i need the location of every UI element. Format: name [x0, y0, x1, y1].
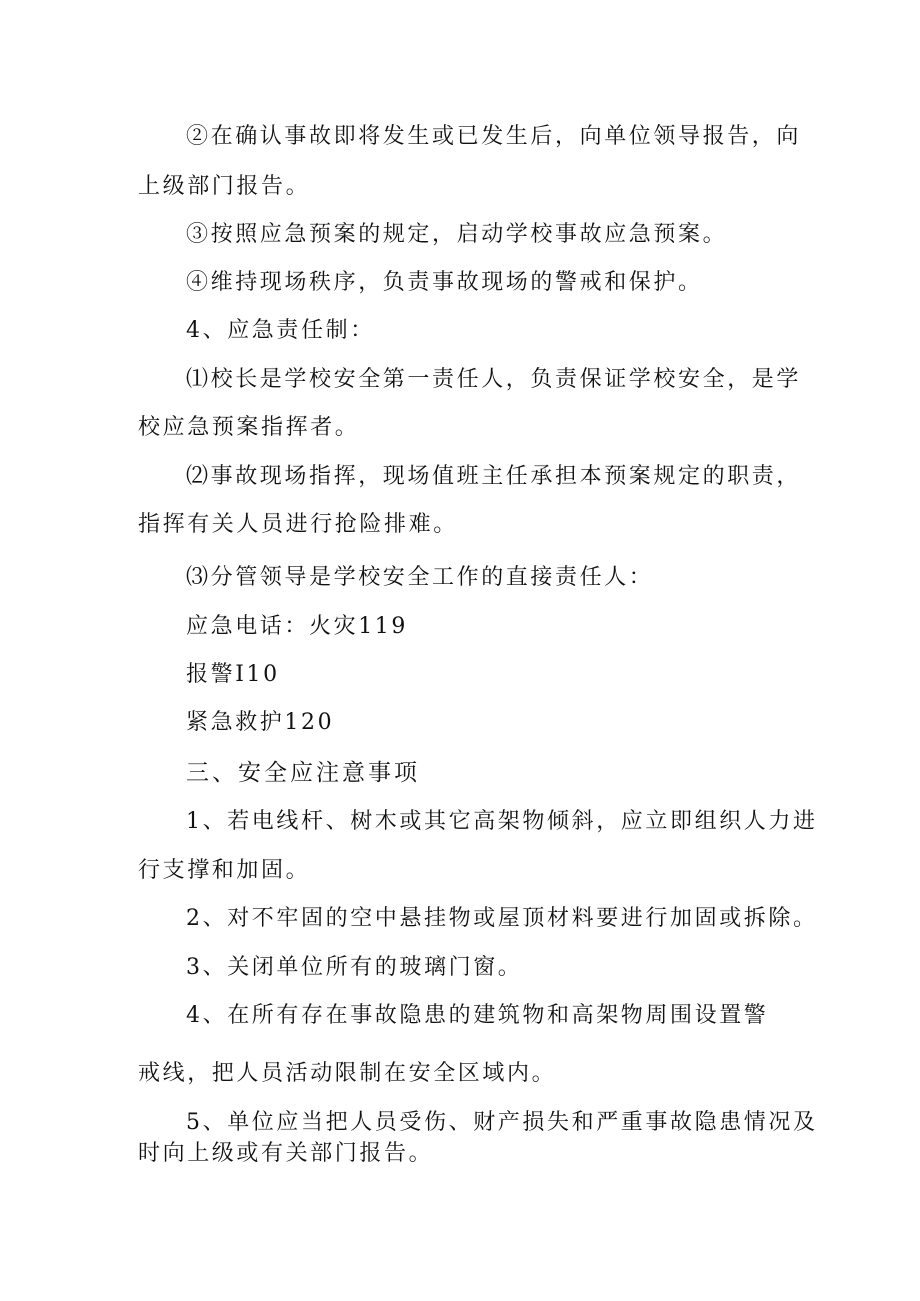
paragraph-line: ⑵事故现场指挥，现场值班主任承担本预案规定的职责，	[186, 464, 802, 489]
paragraph-line: ⑴校长是学校安全第一责任人，负责保证学校安全，是学	[186, 367, 802, 392]
paragraph-line: 行支撑和加固。	[138, 858, 311, 883]
paragraph-line: 校应急预案指挥者。	[138, 415, 360, 440]
paragraph-line: 指挥有关人员进行抢险排难。	[138, 512, 458, 537]
paragraph-line: 戒线，把人员活动限制在安全区域内。	[138, 1061, 557, 1086]
emergency-phone-fire: 应急电话：火灾119	[186, 614, 408, 639]
paragraph-line: ⑶分管领导是学校安全工作的直接责任人：	[186, 565, 654, 590]
paragraph-line: 4、在所有存在事故隐患的建筑物和高架物周围设置警	[186, 1003, 769, 1028]
paragraph-line: 4、应急责任制：	[186, 318, 375, 343]
paragraph-line: ④维持现场秩序，负责事故现场的警戒和保护。	[186, 270, 703, 295]
emergency-phone-police: 报警I10	[186, 662, 280, 687]
emergency-phone-ambulance: 紧急救护120	[186, 710, 335, 735]
paragraph-line: ③按照应急预案的规定，启动学校事故应急预案。	[186, 222, 728, 247]
paragraph-line: 1、若电线杆、树木或其它高架物倾斜，应立即组织人力进	[186, 809, 818, 834]
paragraph-line: 5、单位应当把人员受伤、财产损失和严重事故隐患情况及	[186, 1110, 818, 1135]
section-heading: 三、安全应注意事项	[186, 760, 420, 786]
paragraph-line: 上级部门报告。	[138, 174, 311, 199]
paragraph-line: 时向上级或有关部门报告。	[138, 1141, 434, 1166]
paragraph-line: 3、关闭单位所有的玻璃门窗。	[186, 955, 523, 980]
paragraph-line: ②在确认事故即将发生或已发生后，向单位领导报告，向	[186, 124, 802, 149]
paragraph-line: 2、对不牢固的空中悬挂物或屋顶材料要进行加固或拆除。	[186, 906, 818, 931]
